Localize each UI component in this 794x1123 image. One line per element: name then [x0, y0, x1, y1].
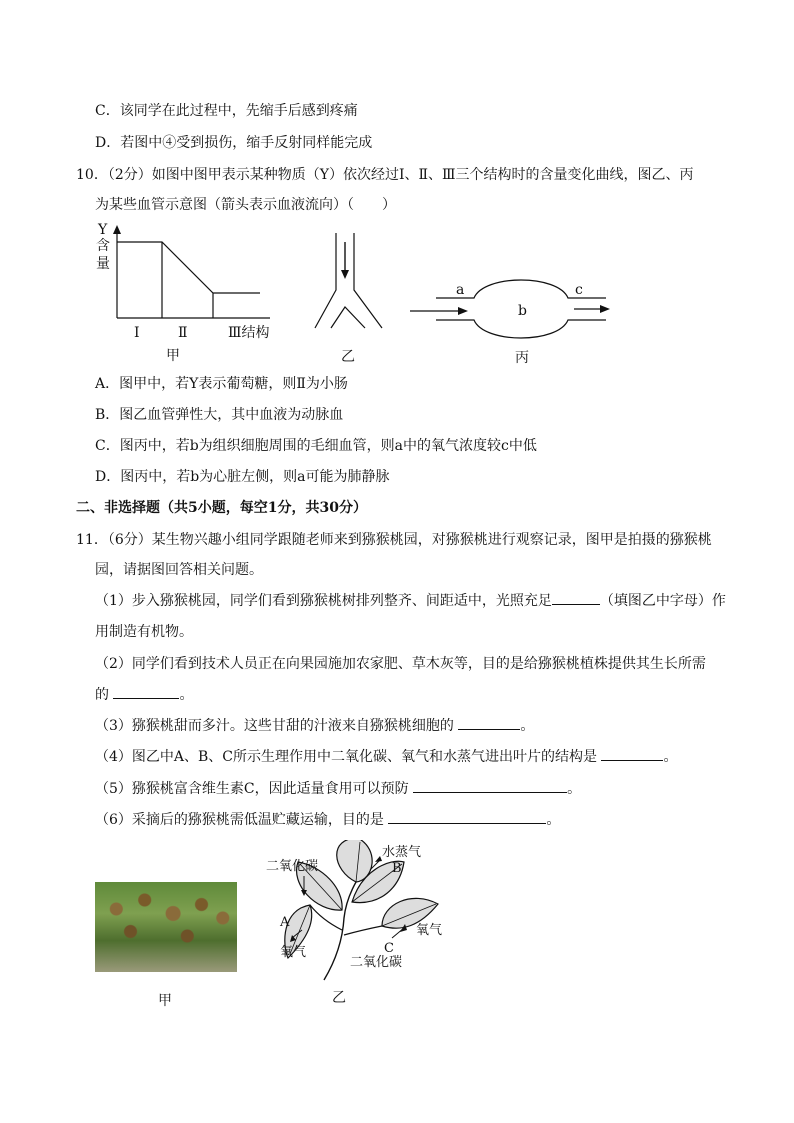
kiwi-orchard-photo — [95, 882, 237, 972]
sub-question-3 — [95, 715, 534, 735]
tick-3: Ⅲ结构 — [228, 325, 270, 341]
answer-blank-6[interactable] — [388, 809, 546, 824]
sub-question-2-cont — [95, 684, 193, 704]
sub-question-6-end: 。 — [546, 812, 561, 828]
figure-jia-content-curve — [88, 222, 288, 370]
option-c-prev: C．该同学在此过程中，先缩手后感到疼痛 — [95, 103, 358, 119]
answer-blank-3[interactable] — [458, 715, 520, 730]
option-d-prev: D．若图中④受到损伤，缩手反射同样能完成 — [95, 135, 373, 151]
figure-caption-bing: 丙 — [515, 350, 529, 366]
question-10-stem-2: 为某些血管示意图（箭头表示血液流向）（ ） — [95, 197, 396, 213]
flow-arrow-head — [341, 270, 349, 279]
sub-question-1-cont: 用制造有机物。 — [95, 624, 193, 640]
label-A: A — [280, 915, 290, 930]
answer-blank-2[interactable] — [113, 684, 179, 699]
sub-question-2-text: 的 — [95, 687, 109, 703]
tick-1: Ⅰ — [134, 325, 140, 341]
label-C: C — [384, 941, 394, 956]
sub-question-4-text: （4）图乙中A、B、C所示生理作用中二氧化碳、氧气和水蒸气进出叶片的结构是 — [95, 749, 598, 765]
figure-yi-blood-vessel — [310, 228, 390, 368]
sub-question-6-text: （6）采摘后的猕猴桃需低温贮藏运输，目的是 — [95, 812, 384, 828]
sub-question-3-text: （3）猕猴桃甜而多汁。这些甘甜的汁液来自猕猴桃细胞的 — [95, 718, 454, 734]
sub-question-1 — [95, 590, 726, 610]
label-a: a — [456, 282, 465, 298]
label-B: B — [392, 861, 402, 876]
co2-bottom-label: 二氧化碳 — [350, 955, 403, 970]
option-d: D．图丙中，若b为心脏左侧，则a可能为肺静脉 — [95, 469, 390, 485]
sub-question-1-text: （1）步入猕猴桃园，同学们看到猕猴桃树排列整齐、间距适中，光照充足 — [95, 593, 552, 609]
y-axis-symbol: Y — [98, 222, 108, 238]
figure-bing-capillary — [406, 278, 618, 370]
answer-blank-5[interactable] — [413, 778, 567, 793]
sub-question-4-end: 。 — [663, 749, 678, 765]
figure-caption-jia: 甲 — [166, 348, 180, 364]
section-heading: 二、非选择题（共5小题，每空1分，共30分） — [76, 500, 367, 516]
figure-caption-yi-11: 乙 — [332, 990, 346, 1006]
question-10-stem-1: 10．（2分）如图中图甲表示某种物质（Y）依次经过Ⅰ、Ⅱ、Ⅲ三个结构时的含量变化曲线，图乙、丙 — [76, 167, 694, 183]
tick-2: Ⅱ — [178, 325, 188, 341]
question-11-stem-2: 园，请据图回答相关问题。 — [95, 562, 263, 578]
sub-question-4 — [95, 746, 677, 766]
option-b: B．图乙血管弹性大，其中血液为动脉血 — [95, 407, 344, 423]
sub-question-6 — [95, 809, 560, 829]
sub-question-5-end: 。 — [567, 781, 582, 797]
sub-question-5-text: （5）猕猴桃富含维生素C，因此适量食用可以预防 — [95, 781, 409, 797]
sub-question-3-end: 。 — [520, 718, 535, 734]
o2-right-label: 氧气 — [416, 923, 443, 938]
option-a: A．图甲中，若Y表示葡萄糖，则Ⅱ为小肠 — [95, 376, 348, 392]
option-c: C．图丙中，若b为组织细胞周围的毛细血管，则a中的氧气浓度较c中低 — [95, 438, 537, 454]
sub-question-1-text-2: （填图乙中字母）作 — [599, 593, 726, 609]
figure-caption-jia-11: 甲 — [158, 993, 172, 1009]
label-b: b — [518, 303, 527, 319]
answer-blank-4[interactable] — [601, 746, 663, 761]
water-vapor-label: 水蒸气 — [382, 845, 422, 860]
answer-blank-1[interactable] — [552, 590, 600, 605]
sub-question-2: （2）同学们看到技术人员正在向果园施加农家肥、草木灰等，目的是给猕猴桃植株提供其生长所需 — [95, 656, 706, 672]
o2-left-label: 氧气 — [280, 945, 307, 960]
leaf-diagram — [262, 840, 462, 1010]
sub-question-5 — [95, 778, 581, 798]
question-11-stem-1: 11．（6分）某生物兴趣小组同学跟随老师来到猕猴桃园，对猕猴桃进行观察记录，图甲是拍摄的猕猴桃 — [76, 532, 712, 548]
y-axis-label-1: 含 — [96, 238, 110, 254]
content-curve — [117, 242, 260, 293]
y-axis-label-2: 量 — [96, 256, 110, 272]
sub-question-2-end: 。 — [179, 687, 194, 703]
figure-caption-yi: 乙 — [341, 349, 355, 365]
label-c: c — [575, 282, 583, 298]
co2-top-label: 二氧化碳 — [266, 859, 319, 874]
y-axis-arrow — [113, 225, 121, 234]
